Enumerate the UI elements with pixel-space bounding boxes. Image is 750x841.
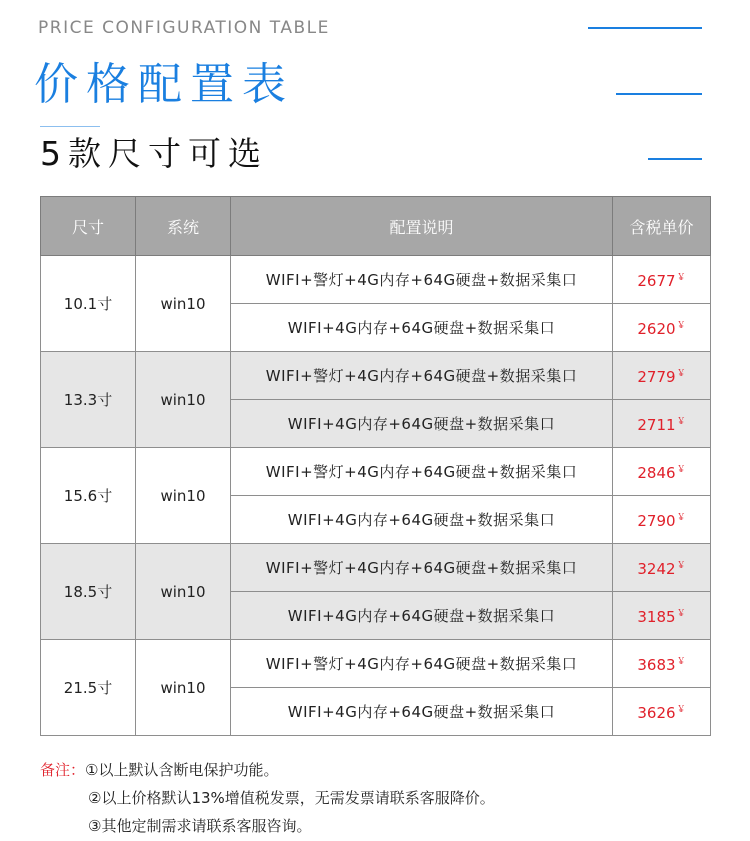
price-value: 3242	[637, 559, 676, 578]
size-cell: 13.3寸	[41, 352, 136, 448]
price-value: 2711	[637, 415, 676, 434]
system-cell: win10	[136, 544, 231, 640]
yen-symbol: ￥	[676, 416, 686, 427]
price-table	[40, 196, 711, 736]
yen-symbol: ￥	[676, 368, 686, 379]
size-cell: 18.5寸	[41, 544, 136, 640]
config-cell: WIFI+4G内存+64G硬盘+数据采集口	[231, 688, 613, 736]
accent-line-short	[40, 126, 100, 127]
price-value: 3626	[637, 703, 676, 722]
page-subtitle: 5款尺寸可选	[40, 134, 268, 173]
config-cell: WIFI+4G内存+64G硬盘+数据采集口	[231, 400, 613, 448]
price-cell	[613, 688, 711, 736]
note-text: ②以上价格默认13%增值税发票，无需发票请联系客服降价。	[88, 789, 495, 807]
table-row	[41, 352, 711, 400]
table-header-row	[41, 197, 711, 256]
price-value: 2779	[637, 367, 676, 386]
price-cell	[613, 304, 711, 352]
system-cell: win10	[136, 640, 231, 736]
price-value: 2677	[637, 271, 676, 290]
price-value: 3683	[637, 655, 676, 674]
price-value: 2846	[637, 463, 676, 482]
price-cell	[613, 448, 711, 496]
system-cell: win10	[136, 352, 231, 448]
table-row	[41, 256, 711, 304]
size-cell: 21.5寸	[41, 640, 136, 736]
yen-symbol: ￥	[676, 704, 686, 715]
config-cell: WIFI+警灯+4G内存+64G硬盘+数据采集口	[231, 256, 613, 304]
yen-symbol: ￥	[676, 272, 686, 283]
accent-line-top	[588, 27, 702, 29]
price-cell	[613, 400, 711, 448]
price-value: 2790	[637, 511, 676, 530]
price-cell	[613, 640, 711, 688]
note-text: ③其他定制需求请联系客服咨询。	[88, 817, 312, 835]
note-line-1	[40, 756, 495, 784]
table-row	[41, 640, 711, 688]
config-cell: WIFI+警灯+4G内存+64G硬盘+数据采集口	[231, 544, 613, 592]
table-row	[41, 448, 711, 496]
note-text: ①以上默认含断电保护功能。	[85, 761, 279, 779]
price-cell	[613, 352, 711, 400]
yen-symbol: ￥	[676, 320, 686, 331]
column-header-price: 含税单价	[613, 197, 711, 256]
yen-symbol: ￥	[676, 560, 686, 571]
table-row	[41, 544, 711, 592]
yen-symbol: ￥	[676, 512, 686, 523]
size-cell: 10.1寸	[41, 256, 136, 352]
price-cell	[613, 544, 711, 592]
column-header-system: 系统	[136, 197, 231, 256]
price-cell	[613, 496, 711, 544]
size-cell: 15.6寸	[41, 448, 136, 544]
price-value: 2620	[637, 319, 676, 338]
notes-label: 备注：	[40, 761, 86, 779]
yen-symbol: ￥	[676, 608, 686, 619]
config-cell: WIFI+4G内存+64G硬盘+数据采集口	[231, 496, 613, 544]
price-value: 3185	[637, 607, 676, 626]
page-title: 价格配置表	[34, 59, 294, 110]
config-cell: WIFI+4G内存+64G硬盘+数据采集口	[231, 304, 613, 352]
config-cell: WIFI+警灯+4G内存+64G硬盘+数据采集口	[231, 640, 613, 688]
eyebrow-text: PRICE CONFIGURATION TABLE	[38, 18, 330, 38]
price-cell	[613, 256, 711, 304]
system-cell: win10	[136, 448, 231, 544]
note-line-2	[40, 784, 495, 812]
config-cell: WIFI+警灯+4G内存+64G硬盘+数据采集口	[231, 448, 613, 496]
yen-symbol: ￥	[676, 656, 686, 667]
notes-section	[40, 756, 495, 840]
config-cell: WIFI+警灯+4G内存+64G硬盘+数据采集口	[231, 352, 613, 400]
config-cell: WIFI+4G内存+64G硬盘+数据采集口	[231, 592, 613, 640]
accent-line-middle	[616, 93, 702, 95]
column-header-config: 配置说明	[231, 197, 613, 256]
note-line-3	[40, 812, 495, 840]
yen-symbol: ￥	[676, 464, 686, 475]
system-cell: win10	[136, 256, 231, 352]
price-cell	[613, 592, 711, 640]
column-header-size: 尺寸	[41, 197, 136, 256]
accent-line-bottom	[648, 158, 702, 160]
